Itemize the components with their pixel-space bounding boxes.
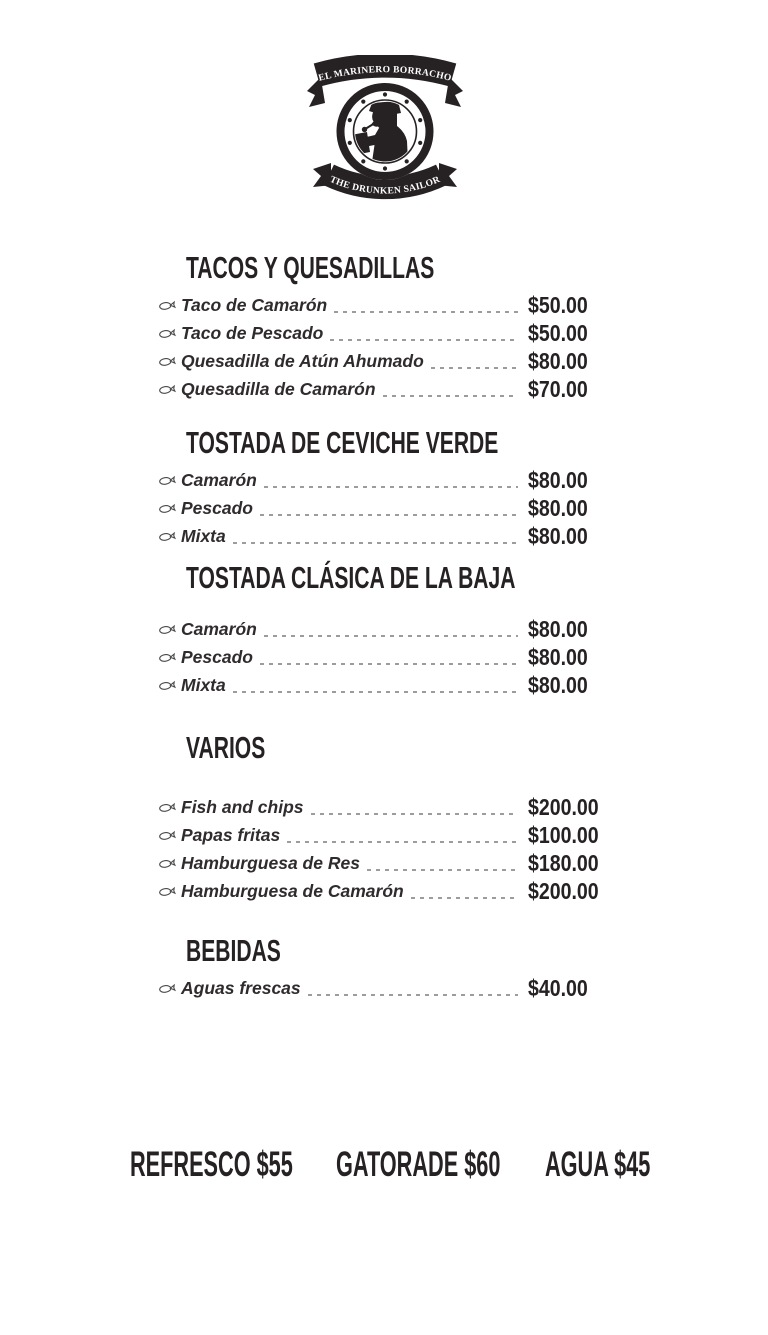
fish-icon: [158, 623, 176, 636]
menu-item: [158, 347, 612, 375]
item-price: $70.00: [528, 376, 588, 402]
item-price: $200.00: [528, 794, 599, 820]
menu-item: [158, 974, 612, 1002]
fish-icon: [158, 383, 176, 396]
logo-top-banner-text: EL MARINERO BORRACHO: [317, 65, 453, 84]
footer-drinks-line: [0, 1147, 768, 1183]
dotted-leader: [264, 635, 518, 637]
menu-item: [158, 671, 612, 699]
dotted-leader: [308, 994, 518, 996]
dotted-leader: [411, 897, 518, 899]
fish-icon: [158, 829, 176, 842]
item-name: Hamburguesa de Res: [181, 852, 360, 873]
item-name: Pescado: [181, 646, 253, 667]
dotted-leader: [260, 514, 518, 516]
menu-item: [158, 466, 612, 494]
fish-icon: [158, 474, 176, 487]
footer-gatorade: GATORADE $60: [336, 1145, 501, 1184]
dotted-leader: [260, 663, 518, 665]
item-name: Mixta: [181, 525, 226, 546]
fish-icon: [158, 679, 176, 692]
section-title: TOSTADA CLÁSICA DE LA BAJA: [186, 560, 516, 595]
section-title: BEBIDAS: [186, 933, 281, 968]
item-name: Taco de Camarón: [181, 294, 328, 315]
item-name: Taco de Pescado: [181, 322, 324, 343]
menu-item: [158, 849, 612, 877]
dotted-leader: [233, 542, 518, 544]
menu-sections: [158, 252, 612, 1002]
menu-item: [158, 291, 612, 319]
section-title: TOSTADA DE CEVICHE VERDE: [186, 425, 499, 460]
section-tostada-clasica-de-la-baja: [158, 562, 612, 699]
fish-icon: [158, 327, 176, 340]
item-price: $180.00: [528, 850, 599, 876]
fish-icon: [158, 801, 176, 814]
section-tacos-y-quesadillas: [158, 252, 612, 403]
dotted-leader: [287, 841, 518, 843]
item-price: $80.00: [528, 644, 588, 670]
item-price: $50.00: [528, 292, 588, 318]
item-price: $80.00: [528, 467, 588, 493]
logo-bottom-banner-text: THE DRUNKEN SAILOR: [328, 174, 442, 197]
drunken-sailor-logo-icon: [305, 55, 465, 205]
item-name: Hamburguesa de Camarón: [181, 880, 404, 901]
menu-item: [158, 522, 612, 550]
dotted-leader: [311, 813, 518, 815]
item-name: Aguas frescas: [181, 977, 301, 998]
item-name: Quesadilla de Camarón: [181, 378, 376, 399]
item-name: Pescado: [181, 497, 253, 518]
menu-page: [0, 55, 768, 1335]
item-price: $200.00: [528, 878, 599, 904]
section-title: VARIOS: [186, 730, 266, 765]
section-bebidas: [158, 935, 612, 1002]
menu-item: [158, 319, 612, 347]
item-name: Camarón: [181, 469, 257, 490]
menu-item: [158, 615, 612, 643]
dotted-leader: [383, 395, 518, 397]
menu-item: [158, 877, 612, 905]
dotted-leader: [334, 311, 518, 313]
item-price: $80.00: [528, 672, 588, 698]
fish-icon: [158, 299, 176, 312]
item-name: Mixta: [181, 674, 226, 695]
item-price: $100.00: [528, 822, 599, 848]
item-price: $50.00: [528, 320, 588, 346]
item-price: $80.00: [528, 523, 588, 549]
dotted-leader: [264, 486, 518, 488]
fish-icon: [158, 651, 176, 664]
dotted-leader: [330, 339, 518, 341]
item-price: $80.00: [528, 495, 588, 521]
section-tostada-de-ceviche-verde: [158, 427, 612, 550]
footer-agua: AGUA $45: [545, 1145, 651, 1184]
fish-icon: [158, 885, 176, 898]
restaurant-logo: [305, 55, 465, 205]
item-price: $80.00: [528, 616, 588, 642]
dotted-leader: [367, 869, 518, 871]
section-varios: [158, 732, 612, 905]
item-name: Fish and chips: [181, 796, 304, 817]
item-price: $80.00: [528, 348, 588, 374]
fish-icon: [158, 355, 176, 368]
item-name: Camarón: [181, 618, 257, 639]
menu-item: [158, 793, 612, 821]
item-name: Quesadilla de Atún Ahumado: [181, 350, 424, 371]
section-title: TACOS Y QUESADILLAS: [186, 250, 435, 285]
item-name: Papas fritas: [181, 824, 281, 845]
menu-item: [158, 643, 612, 671]
fish-icon: [158, 982, 176, 995]
fish-icon: [158, 502, 176, 515]
menu-item: [158, 494, 612, 522]
footer-refresco: REFRESCO $55: [130, 1145, 293, 1184]
dotted-leader: [431, 367, 518, 369]
menu-item: [158, 375, 612, 403]
item-price: $40.00: [528, 975, 588, 1001]
menu-item: [158, 821, 612, 849]
dotted-leader: [233, 691, 518, 693]
fish-icon: [158, 530, 176, 543]
fish-icon: [158, 857, 176, 870]
